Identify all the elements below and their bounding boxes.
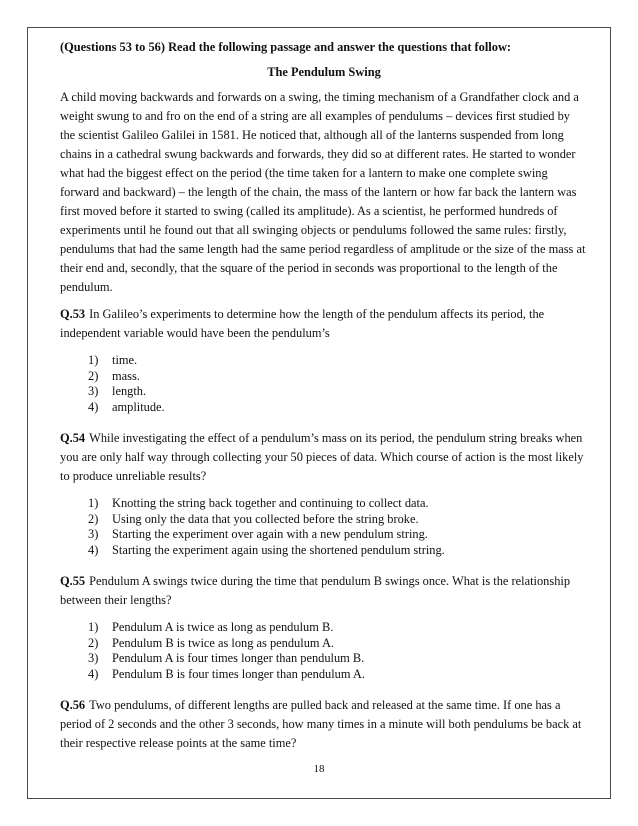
question-56	[60, 696, 588, 753]
option-number: 4)	[88, 542, 99, 557]
option-number: 3)	[88, 384, 99, 398]
answer-option	[88, 353, 588, 369]
option-text: Pendulum A is twice as long as pendulum B.	[112, 620, 334, 634]
question-text: While investigating the effect of a pendulum’s mass on its period, the pendulum string breaks when you are only half way through collecting your 50 pieces of data. Which course of action is the most likely to produce unreliable results?	[60, 431, 584, 483]
answer-option	[88, 667, 588, 683]
passage-text: A child moving backwards and forwards on a swing, the timing mechanism of a Grandfather clock and a weight swung to and fro on the end of a string are all examples of pendulums – devices first studied by the scientist Galileo Galilei in 1581. He noticed that, although all of the lanterns suspended from long chains in a cathedral swung backwards and forwards, they did so at different rates. He started to wonder what had the biggest effect on the period (the time taken for a lantern to make one complete swing forward and backward) – the length of the chain, the mass of the lantern or how far back the lantern was first moved before it started to swing (called its amplitude). As a scientist, he performed hundreds of experiments until he found out that all swinging objects or pendulums followed the same rules: firstly, pendulums that had the same length had the same period regardless of amplitude or the size of the mass at their end and, secondly, that the square of the period in seconds was proportional to the length of the pendulum.	[60, 90, 586, 294]
page-content	[60, 38, 588, 753]
answer-option	[88, 496, 588, 512]
answer-option	[88, 620, 588, 636]
question-stem	[60, 572, 588, 610]
answer-option	[88, 636, 588, 652]
question-text: In Galileo’s experiments to determine how the length of the pendulum affects its period, the independent variable would have been the pendulum’s	[60, 307, 545, 340]
option-number: 2)	[88, 635, 99, 650]
question-number: Q.53	[60, 307, 86, 321]
option-text: Pendulum B is four times longer than pendulum A.	[112, 666, 365, 681]
option-text: Pendulum A is four times longer than pendulum B.	[112, 651, 365, 665]
answer-options	[60, 353, 588, 415]
answer-option	[88, 527, 588, 543]
option-text: Starting the experiment again using the shortened pendulum string.	[112, 542, 445, 557]
question-number: Q.55	[60, 574, 86, 588]
page-number: 18	[313, 763, 325, 775]
option-number: 2)	[88, 368, 99, 383]
answer-options	[60, 496, 588, 558]
option-text: mass.	[112, 368, 140, 383]
answer-option	[88, 651, 588, 667]
question-54	[60, 429, 588, 558]
question-55	[60, 572, 588, 682]
answer-option	[88, 369, 588, 385]
section-heading: (Questions 53 to 56) Read the following passage and answer the questions that follow:	[60, 40, 512, 54]
question-stem	[60, 305, 588, 343]
option-number: 4)	[88, 399, 99, 414]
answer-option	[88, 384, 588, 400]
question-stem	[60, 429, 588, 486]
option-text: length.	[112, 384, 147, 398]
question-number: Q.54	[60, 431, 86, 445]
document-page	[27, 27, 611, 799]
question-stem	[60, 696, 588, 753]
option-number: 2)	[88, 511, 99, 526]
option-text: Using only the data that you collected before the string broke.	[112, 511, 419, 526]
option-number: 3)	[88, 651, 99, 665]
answer-option	[88, 512, 588, 528]
option-text: amplitude.	[112, 399, 165, 414]
option-number: 4)	[88, 666, 99, 681]
option-text: Pendulum B is twice as long as pendulum A.	[112, 635, 334, 650]
passage-title: The Pendulum Swing	[267, 65, 381, 79]
answer-option	[88, 543, 588, 559]
answer-options	[60, 620, 588, 682]
question-text: Two pendulums, of different lengths are pulled back and released at the same time. If one has a period of 2 seconds and the other 3 seconds, how many times in a minute will both pendulums be back at their respective release points at the same time?	[60, 698, 582, 750]
option-number: 1)	[88, 353, 99, 367]
option-number: 1)	[88, 620, 99, 634]
question-text: Pendulum A swings twice during the time that pendulum B swings once. What is the relationship between their lengths?	[60, 574, 571, 607]
answer-option	[88, 400, 588, 416]
option-number: 1)	[88, 496, 99, 510]
question-number: Q.56	[60, 698, 86, 712]
option-text: Knotting the string back together and continuing to collect data.	[112, 496, 429, 510]
question-53	[60, 305, 588, 415]
option-text: time.	[112, 353, 138, 367]
option-text: Starting the experiment over again with a new pendulum string.	[112, 527, 428, 541]
option-number: 3)	[88, 527, 99, 541]
